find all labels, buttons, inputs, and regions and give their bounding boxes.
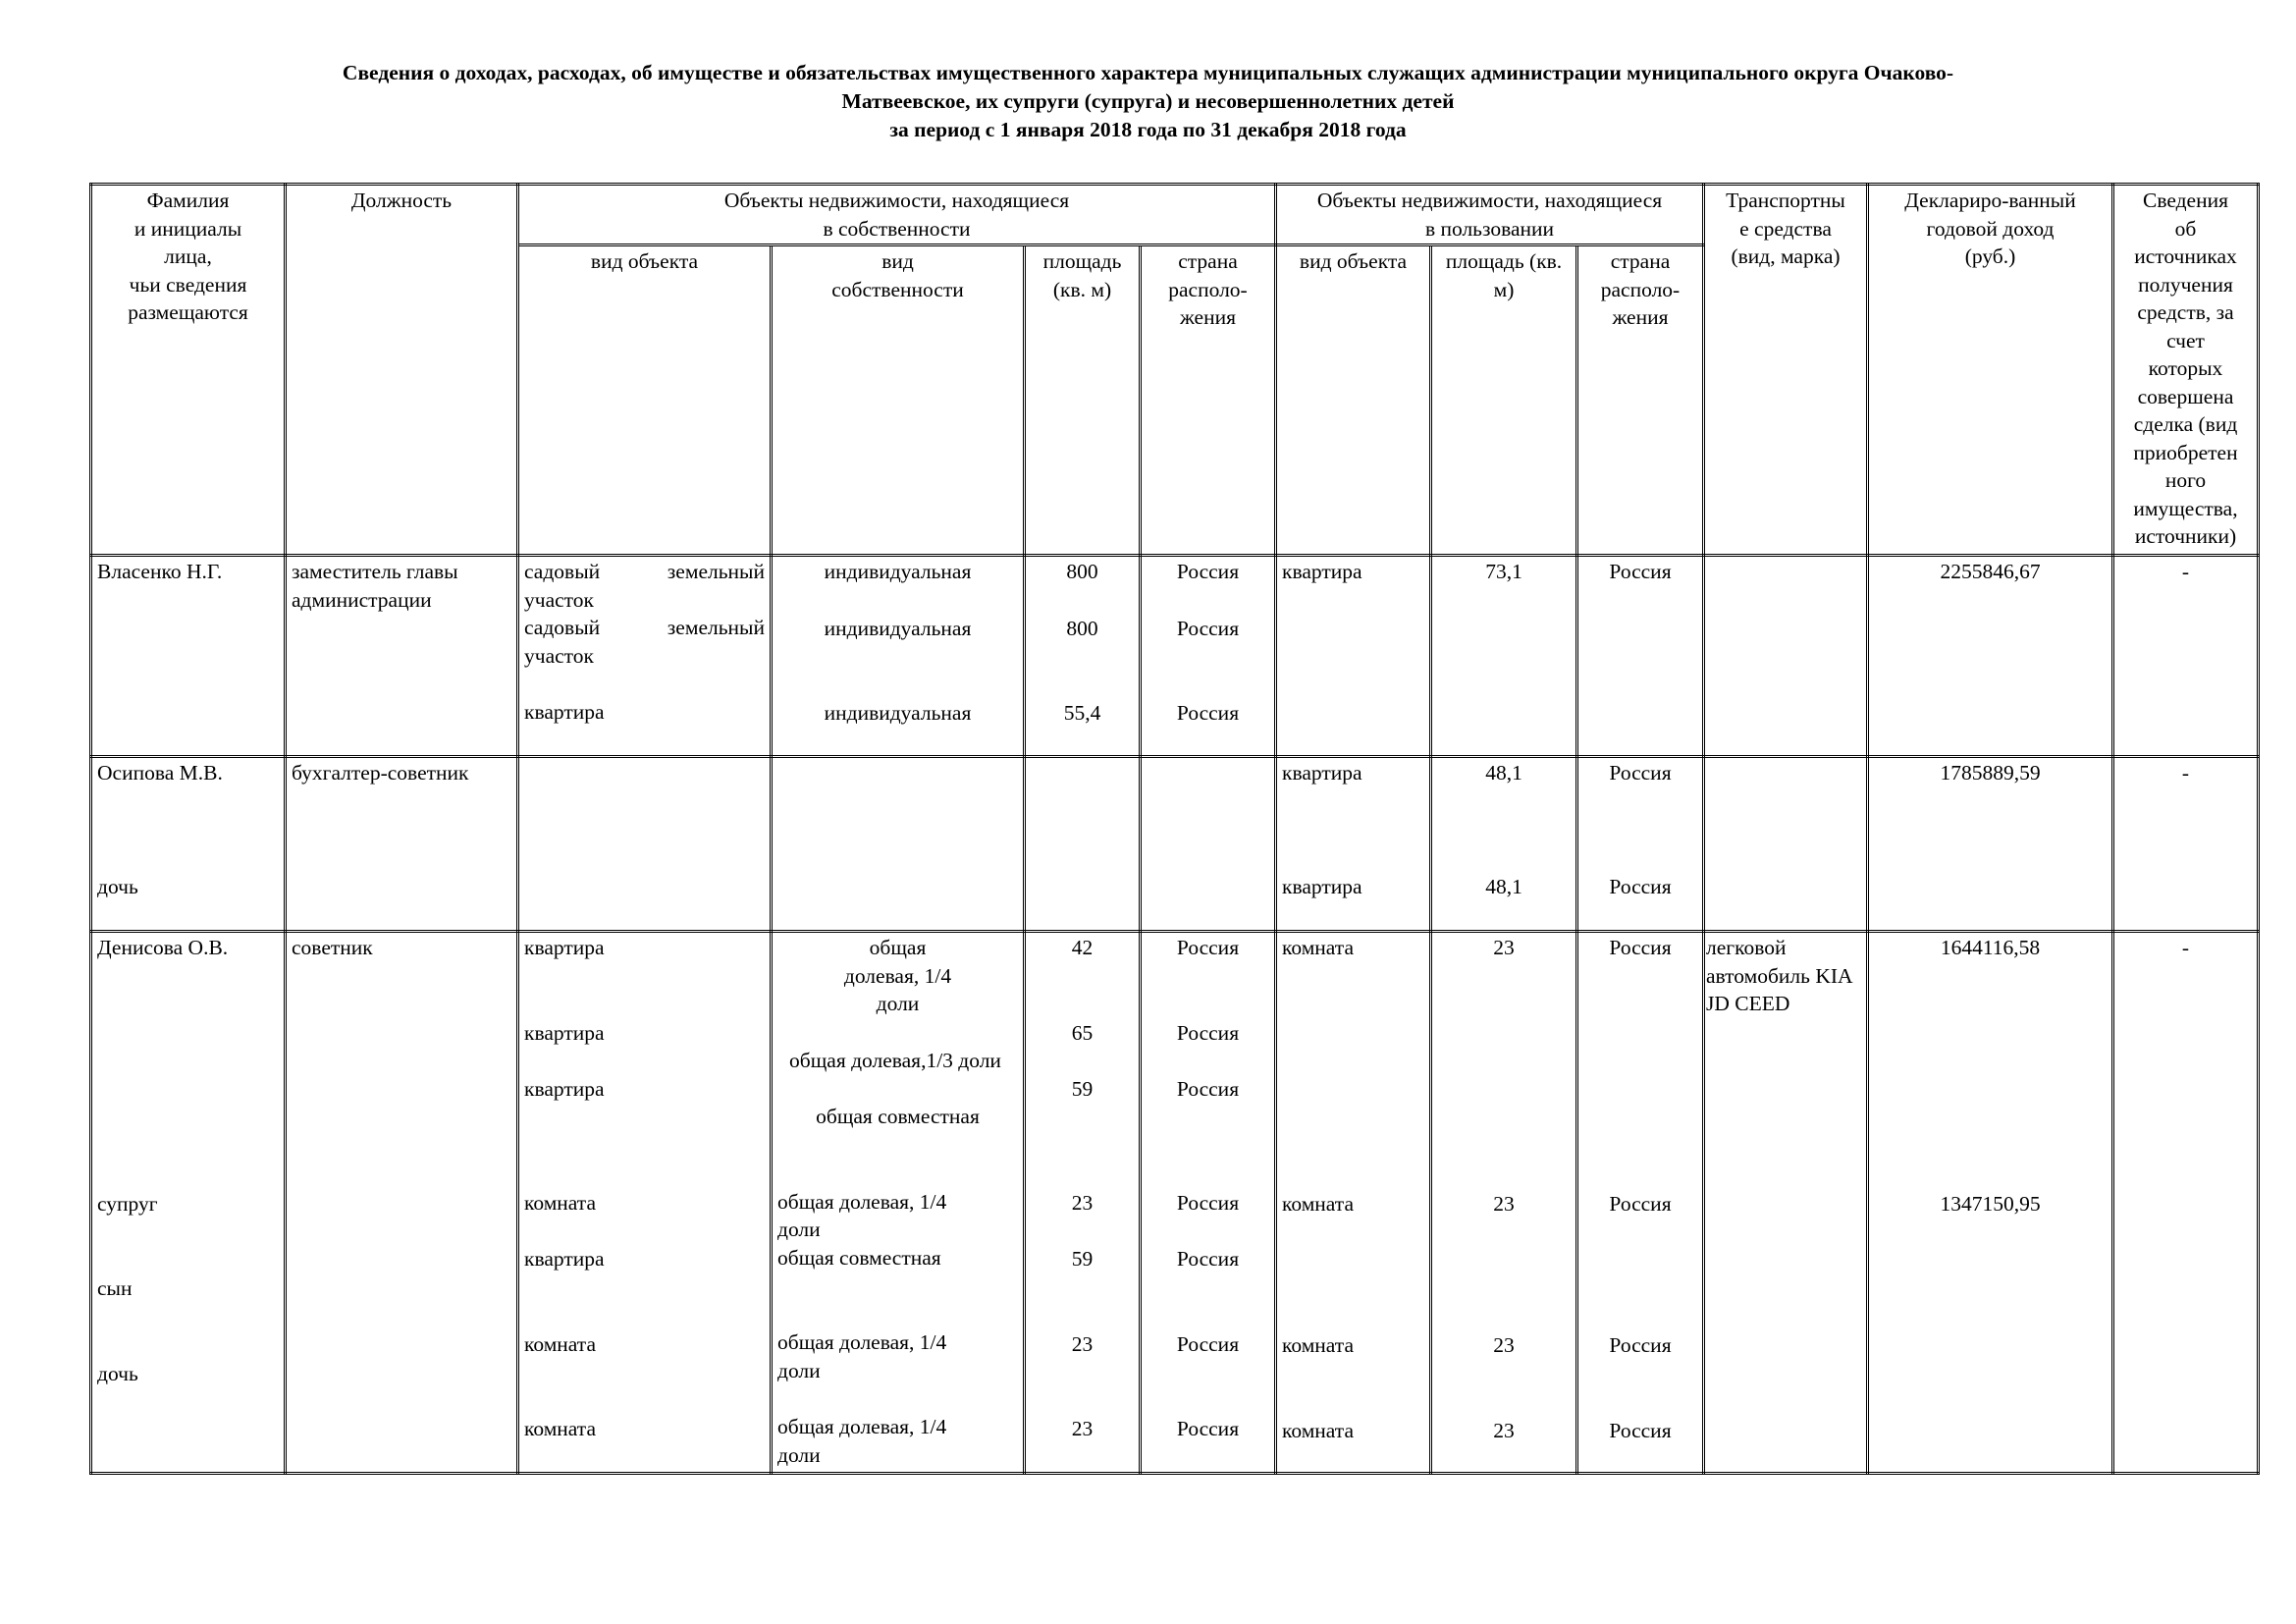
owned-country: Россия [1176, 1190, 1240, 1215]
owned-type: комната [524, 1190, 596, 1215]
header-owned-ownership: вид собственности [772, 245, 1025, 556]
header-income: Деклариро-ванный годовой доход (руб.) [1868, 185, 2113, 556]
daughter-label: дочь [97, 1361, 138, 1385]
used-area: 23 [1493, 1333, 1515, 1357]
transport [1704, 556, 1868, 757]
header-position: Должность [286, 185, 518, 556]
owned-country: Россия [1176, 701, 1240, 725]
person-position: советник [286, 932, 518, 1474]
used-country: Россия [1609, 1191, 1672, 1216]
owned-type: квартира [524, 700, 605, 724]
table-row [91, 932, 2259, 1474]
owned-area: 65 [1071, 1020, 1094, 1045]
owned-type: квартира [524, 1020, 605, 1045]
header-used-group: Объекты недвижимости, находящиеся в пользовании [1276, 185, 1704, 245]
owned-area: 800 [1066, 560, 1098, 583]
owned-types [518, 556, 772, 757]
transport [1704, 757, 1868, 932]
person-name: Денисова О.В. супруг сын дочь [91, 932, 286, 1474]
owned-country: Россия [1176, 1247, 1240, 1271]
owned-country: Россия [1176, 1331, 1240, 1356]
used-countries [1577, 757, 1704, 932]
header-row-1 [91, 185, 2259, 245]
used-country: Россия [1609, 1418, 1672, 1442]
owned-countries [1141, 556, 1276, 757]
sources: - [2113, 932, 2259, 1474]
used-area: 48,1 [1485, 761, 1522, 785]
used-country: Россия [1609, 1333, 1672, 1357]
used-type: квартира [1282, 874, 1362, 898]
owned-country: Россия [1176, 560, 1240, 583]
income: 2255846,67 [1868, 556, 2113, 757]
header-owned-group: Объекты недвижимости, находящиеся в собственности [518, 185, 1276, 245]
document-title [0, 59, 2296, 144]
used-type: комната [1282, 1191, 1354, 1216]
owned-ownerships [772, 932, 1025, 1474]
owned-ownership: общая совместная [816, 1105, 980, 1128]
used-area: 48,1 [1485, 874, 1522, 898]
title-line-3: за период с 1 января 2018 года по 31 декабря 2018 года [889, 118, 1407, 141]
income: 1644116,58 [1940, 936, 2041, 959]
used-type: комната [1282, 1333, 1354, 1357]
owned-area: 800 [1066, 616, 1098, 640]
used-type: квартира [1282, 761, 1362, 785]
title-line-1: Сведения о доходах, расходах, об имуществе и обязательствах имущественного характера муниципальных служащих администрации муниципального округа Очаково- [342, 61, 1954, 84]
incomes [1868, 932, 2113, 1474]
income: 1785889,59 [1868, 757, 2113, 932]
child-label: дочь [97, 874, 138, 898]
used-types [1276, 932, 1431, 1474]
owned-ownership: индивидуальная [824, 616, 972, 640]
person-name: Осипова М.В. дочь [91, 757, 286, 932]
owned-countries [1141, 932, 1276, 1474]
owned-type: квартира [524, 936, 605, 959]
owned-country: Россия [1176, 616, 1240, 640]
spouse-label: супруг [97, 1191, 158, 1216]
owned-types [518, 757, 772, 932]
header-sources: Сведения об источниках получения средств, за счет которых совершена сделка (вид приобретен ного имущества, источники) [2113, 185, 2259, 556]
owned-country: Россия [1176, 1077, 1240, 1101]
owned-ownerships [772, 757, 1025, 932]
owned-ownership: общая долевая, 1/4 доли [843, 936, 952, 1015]
table-row [91, 556, 2259, 757]
owned-areas [1025, 757, 1141, 932]
used-type: комната [1282, 1418, 1354, 1442]
owned-area: 59 [1071, 1247, 1094, 1271]
owned-areas [1025, 556, 1141, 757]
used-country: Россия [1577, 556, 1704, 757]
header-used-country: страна располо- жения [1577, 245, 1704, 556]
owned-type: садовый земельный участок [524, 616, 765, 668]
used-countries [1577, 932, 1704, 1474]
header-owned-area: площадь (кв. м) [1025, 245, 1141, 556]
used-area: 23 [1493, 1418, 1515, 1442]
owned-type: квартира [524, 1077, 605, 1101]
header-owned-type: вид объекта [518, 245, 772, 556]
owned-area: 23 [1071, 1417, 1094, 1440]
used-area: 23 [1493, 936, 1515, 959]
header-transport: Транспортны е средства (вид, марка) [1704, 185, 1868, 556]
owned-area: 55,4 [1063, 701, 1101, 725]
owned-area: 59 [1071, 1077, 1094, 1101]
sources: - [2113, 757, 2259, 932]
used-areas [1431, 757, 1577, 932]
header-used-area: площадь (кв. м) [1431, 245, 1577, 556]
owned-ownership: общая совместная [777, 1245, 941, 1270]
owned-countries [1141, 757, 1276, 932]
sources: - [2113, 556, 2259, 757]
person-position: бухгалтер-советник [286, 757, 518, 932]
owned-type: комната [524, 1417, 596, 1440]
used-country: Россия [1609, 761, 1672, 785]
header-name: Фамилия и инициалы лица, чьи сведения размещаются [91, 185, 286, 556]
person-name: Власенко Н.Г. [91, 556, 286, 757]
owned-country: Россия [1176, 1020, 1240, 1045]
used-area: 73,1 [1431, 556, 1577, 757]
table-row [91, 757, 2259, 932]
owned-ownership: индивидуальная [824, 560, 972, 583]
owned-type: комната [524, 1331, 596, 1356]
header-used-type: вид объекта [1276, 245, 1431, 556]
owned-areas [1025, 932, 1141, 1474]
owned-ownership: общая долевая,1/3 доли [789, 1048, 1001, 1072]
title-line-2: Матвеевское, их супруги (супруга) и несовершеннолетних детей [841, 89, 1455, 113]
owned-ownership: общая долевая, 1/4 доли [777, 1415, 947, 1467]
used-area: 23 [1493, 1191, 1515, 1216]
owned-type: квартира [524, 1247, 605, 1271]
transport: легковой автомобиль KIA JD CEED [1704, 932, 1868, 1474]
owned-area: 42 [1071, 936, 1094, 959]
used-areas [1431, 932, 1577, 1474]
used-type: комната [1282, 936, 1354, 959]
owned-area: 23 [1071, 1190, 1094, 1215]
owned-country: Россия [1176, 936, 1240, 959]
used-types [1276, 757, 1431, 932]
owned-country: Россия [1176, 1417, 1240, 1440]
used-type: квартира [1276, 556, 1431, 757]
owned-ownerships [772, 556, 1025, 757]
son-label: сын [97, 1276, 133, 1300]
declarations-table [89, 183, 2260, 1475]
used-country: Россия [1609, 874, 1672, 898]
person-position: заместитель главы администрации [286, 556, 518, 757]
header-owned-country: страна располо- жения [1141, 245, 1276, 556]
owned-area: 23 [1071, 1331, 1094, 1356]
owned-types [518, 932, 772, 1474]
owned-ownership: общая долевая, 1/4 доли [777, 1189, 947, 1241]
owned-ownership: общая долевая, 1/4 доли [777, 1330, 947, 1382]
owned-type: садовый земельный участок [524, 560, 765, 612]
used-country: Россия [1609, 936, 1672, 959]
owned-ownership: индивидуальная [824, 701, 972, 725]
spouse-income: 1347150,95 [1940, 1191, 2041, 1216]
